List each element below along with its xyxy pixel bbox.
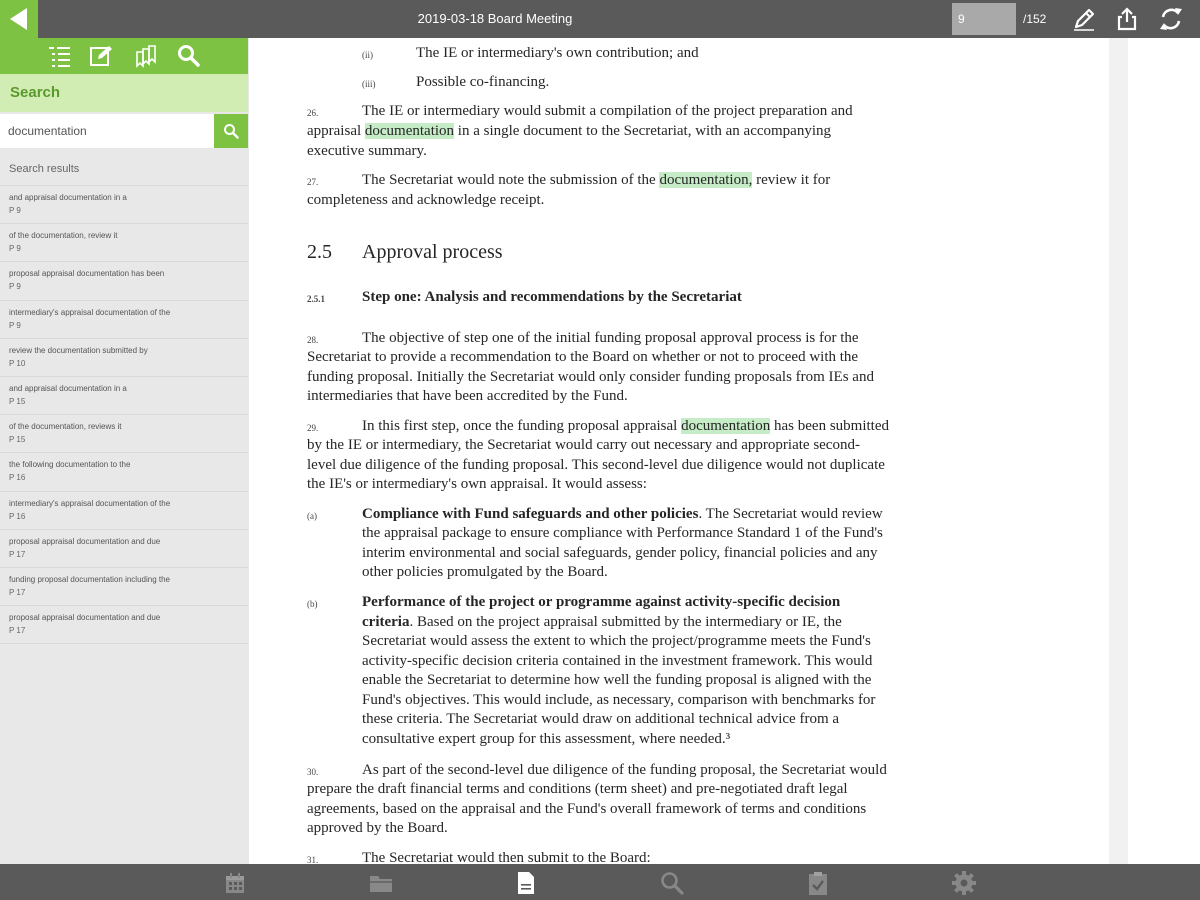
paragraph-line: agreements, based on the appraisal and the Fund's overall framework of terms and conditions bbox=[307, 801, 867, 817]
sync-icon bbox=[1157, 5, 1185, 33]
search-results-list bbox=[0, 186, 248, 644]
search-panel-title: Search bbox=[0, 74, 248, 112]
search-result-item[interactable]: the following documentation to the P 16 bbox=[0, 453, 248, 491]
paragraph-line: completeness and acknowledge receipt. bbox=[307, 192, 545, 208]
tab-search[interactable] bbox=[174, 42, 204, 70]
search-input[interactable] bbox=[0, 114, 214, 148]
paragraph-line: Secretariat to provide a recommendation to the Board on whether or not to proceed with the bbox=[307, 349, 859, 365]
nav-calendar-button[interactable] bbox=[221, 869, 249, 897]
paragraph-line: As part of the second-level due diligence of the funding proposal, the Secretariat would bbox=[362, 762, 887, 778]
paragraph-line: criteria. Based on the project appraisal submitted by the intermediary or IE, the bbox=[362, 614, 842, 630]
notes-edit-icon bbox=[88, 44, 114, 68]
search-highlight: documentation bbox=[681, 418, 771, 434]
list-marker: (a) bbox=[307, 511, 317, 521]
search-highlight: documentation bbox=[364, 123, 455, 139]
paragraph-line: the appraisal package to ensure compliance with Performance Standard 1 of the Fund's bbox=[362, 525, 883, 541]
back-button[interactable] bbox=[0, 0, 38, 38]
search-icon bbox=[659, 870, 685, 896]
document-page[interactable] bbox=[249, 38, 1109, 864]
search-sidebar bbox=[0, 38, 248, 864]
document-icon bbox=[514, 870, 538, 896]
paragraph-number: 29. bbox=[307, 423, 319, 433]
paragraph-line: approved by the Board. bbox=[307, 820, 448, 836]
paragraph-line: Compliance with Fund safeguards and other policies. The Secretariat would review bbox=[362, 506, 883, 522]
nav-folder-button[interactable] bbox=[367, 869, 395, 897]
paragraph-line: prepare the draft financial terms and conditions (term sheet) and pre-negotiated draft legal bbox=[307, 781, 848, 797]
paragraph-number: 30. bbox=[307, 767, 319, 777]
paragraph-number: 27. bbox=[307, 177, 319, 187]
paragraph-line: The objective of step one of the initial funding proposal approval process is for the bbox=[362, 330, 859, 346]
annotate-button[interactable] bbox=[1070, 5, 1098, 33]
paragraph-number: 26. bbox=[307, 108, 319, 118]
paragraph-line: the IE's or intermediary's own appraisal. It would assess: bbox=[307, 476, 647, 492]
paragraph-line: by the IE or intermediary, the Secretariat would carry out necessary and appropriate second- bbox=[307, 437, 860, 453]
page-number-input[interactable] bbox=[952, 3, 1016, 35]
bottom-nav-bar bbox=[0, 864, 1200, 900]
search-submit-button[interactable] bbox=[214, 114, 248, 148]
paragraph-line: executive summary. bbox=[307, 143, 427, 159]
section-heading: Approval process bbox=[362, 241, 503, 263]
folder-icon bbox=[368, 871, 394, 895]
sidebar-tab-bar bbox=[0, 38, 248, 74]
back-arrow-icon bbox=[7, 6, 31, 32]
pencil-icon bbox=[1071, 6, 1097, 32]
paragraph-line: The IE or intermediary would submit a compilation of the project preparation and bbox=[362, 103, 853, 119]
search-result-item[interactable]: proposal appraisal documentation and due P 17 bbox=[0, 606, 248, 644]
nav-settings-button[interactable] bbox=[950, 869, 978, 897]
settings-gear-icon bbox=[951, 870, 977, 896]
paragraph-line: activity-specific decision criteria contained in the investment framework. This would bbox=[362, 653, 873, 669]
search-result-item[interactable]: review the documentation submitted by P 10 bbox=[0, 339, 248, 377]
paragraph-line: Performance of the project or programme against activity-specific decision bbox=[362, 594, 841, 610]
paragraph-line: level due diligence of the funding proposal. This second-level due diligence would not duplicate bbox=[307, 457, 885, 473]
list-item-text: Possible co-financing. bbox=[416, 74, 550, 90]
list-marker: (ii) bbox=[362, 50, 373, 60]
paragraph-line: The Secretariat would then submit to the Board: bbox=[362, 850, 651, 864]
page-total: /152 bbox=[1023, 12, 1047, 26]
page-gutter bbox=[1128, 38, 1200, 864]
top-bar bbox=[0, 0, 1200, 38]
paragraph-line: other policies promulgated by the Board. bbox=[362, 564, 608, 580]
paragraph-number: 31. bbox=[307, 855, 319, 864]
calendar-icon bbox=[223, 871, 247, 895]
page-margin bbox=[1109, 38, 1128, 864]
search-result-item[interactable]: intermediary's appraisal documentation of the P 16 bbox=[0, 492, 248, 530]
search-result-item[interactable]: funding proposal documentation including the P 17 bbox=[0, 568, 248, 606]
nav-document-button[interactable] bbox=[512, 869, 540, 897]
paragraph-line: In this first step, once the funding proposal appraisal documentation has been submitted bbox=[362, 418, 889, 434]
paragraph-line: appraisal documentation in a single document to the Secretariat, with an accompanying bbox=[307, 123, 832, 139]
paragraph-line: funding proposal. Initially the Secretariat would only consider funding proposals from IEs and bbox=[307, 369, 874, 385]
share-button[interactable] bbox=[1113, 5, 1141, 33]
search-result-item[interactable]: and appraisal documentation in a P 15 bbox=[0, 377, 248, 415]
nav-search-button[interactable] bbox=[658, 869, 686, 897]
search-icon bbox=[223, 123, 239, 139]
search-result-item[interactable]: intermediary's appraisal documentation of the P 9 bbox=[0, 301, 248, 339]
subsection-number: 2.5.1 bbox=[307, 294, 325, 304]
search-result-item[interactable]: of the documentation, review it P 9 bbox=[0, 224, 248, 262]
search-result-item[interactable]: of the documentation, reviews it P 15 bbox=[0, 415, 248, 453]
paragraph-line: these criteria. The Secretariat would draw on additional technical advice from a bbox=[362, 711, 840, 727]
list-marker: (iii) bbox=[362, 79, 376, 89]
search-result-item[interactable]: proposal appraisal documentation has been P 9 bbox=[0, 262, 248, 300]
sync-button[interactable] bbox=[1157, 5, 1185, 33]
document-title: 2019-03-18 Board Meeting bbox=[417, 11, 573, 26]
tab-bookmarks[interactable] bbox=[131, 42, 161, 70]
search-highlight: documentation, bbox=[659, 172, 753, 188]
tab-notes[interactable] bbox=[86, 42, 116, 70]
paragraph-line: enable the Secretariat to determine how well the funding proposal is aligned with the bbox=[362, 672, 872, 688]
tab-outline[interactable] bbox=[44, 42, 74, 70]
search-result-item[interactable]: and appraisal documentation in a P 9 bbox=[0, 186, 248, 224]
paragraph-line: Secretariat would assess the extent to which the project/programme meets the Fund's bbox=[362, 633, 871, 649]
paragraph-number: 28. bbox=[307, 335, 319, 345]
search-result-item[interactable]: proposal appraisal documentation and due P 17 bbox=[0, 530, 248, 568]
paragraph-line: The Secretariat would note the submission of the documentation, review it for bbox=[362, 172, 831, 188]
paragraph-line: consultative expert group for this assessment, where needed.³ bbox=[362, 731, 731, 747]
paragraph-line: Fund's objectives. This would include, as necessary, comparison with benchmarks for bbox=[362, 692, 876, 708]
clipboard-check-icon bbox=[806, 870, 830, 896]
paragraph-line: intermediaries that have been accredited by the Fund. bbox=[307, 388, 628, 404]
section-number: 2.5 bbox=[307, 241, 332, 263]
search-icon bbox=[176, 44, 202, 68]
outline-list-icon bbox=[46, 44, 72, 68]
nav-tasks-button[interactable] bbox=[804, 869, 832, 897]
bookmarks-icon bbox=[133, 44, 159, 68]
subsection-heading: Step one: Analysis and recommendations by the Secretariat bbox=[362, 289, 742, 305]
list-item-text: The IE or intermediary's own contribution; and bbox=[416, 45, 699, 61]
list-marker: (b) bbox=[307, 599, 318, 609]
paragraph-line: interim environmental and social safeguards, gender policy, financial policies and any bbox=[362, 545, 878, 561]
share-icon bbox=[1114, 6, 1140, 32]
search-results-label: Search results bbox=[0, 156, 248, 186]
